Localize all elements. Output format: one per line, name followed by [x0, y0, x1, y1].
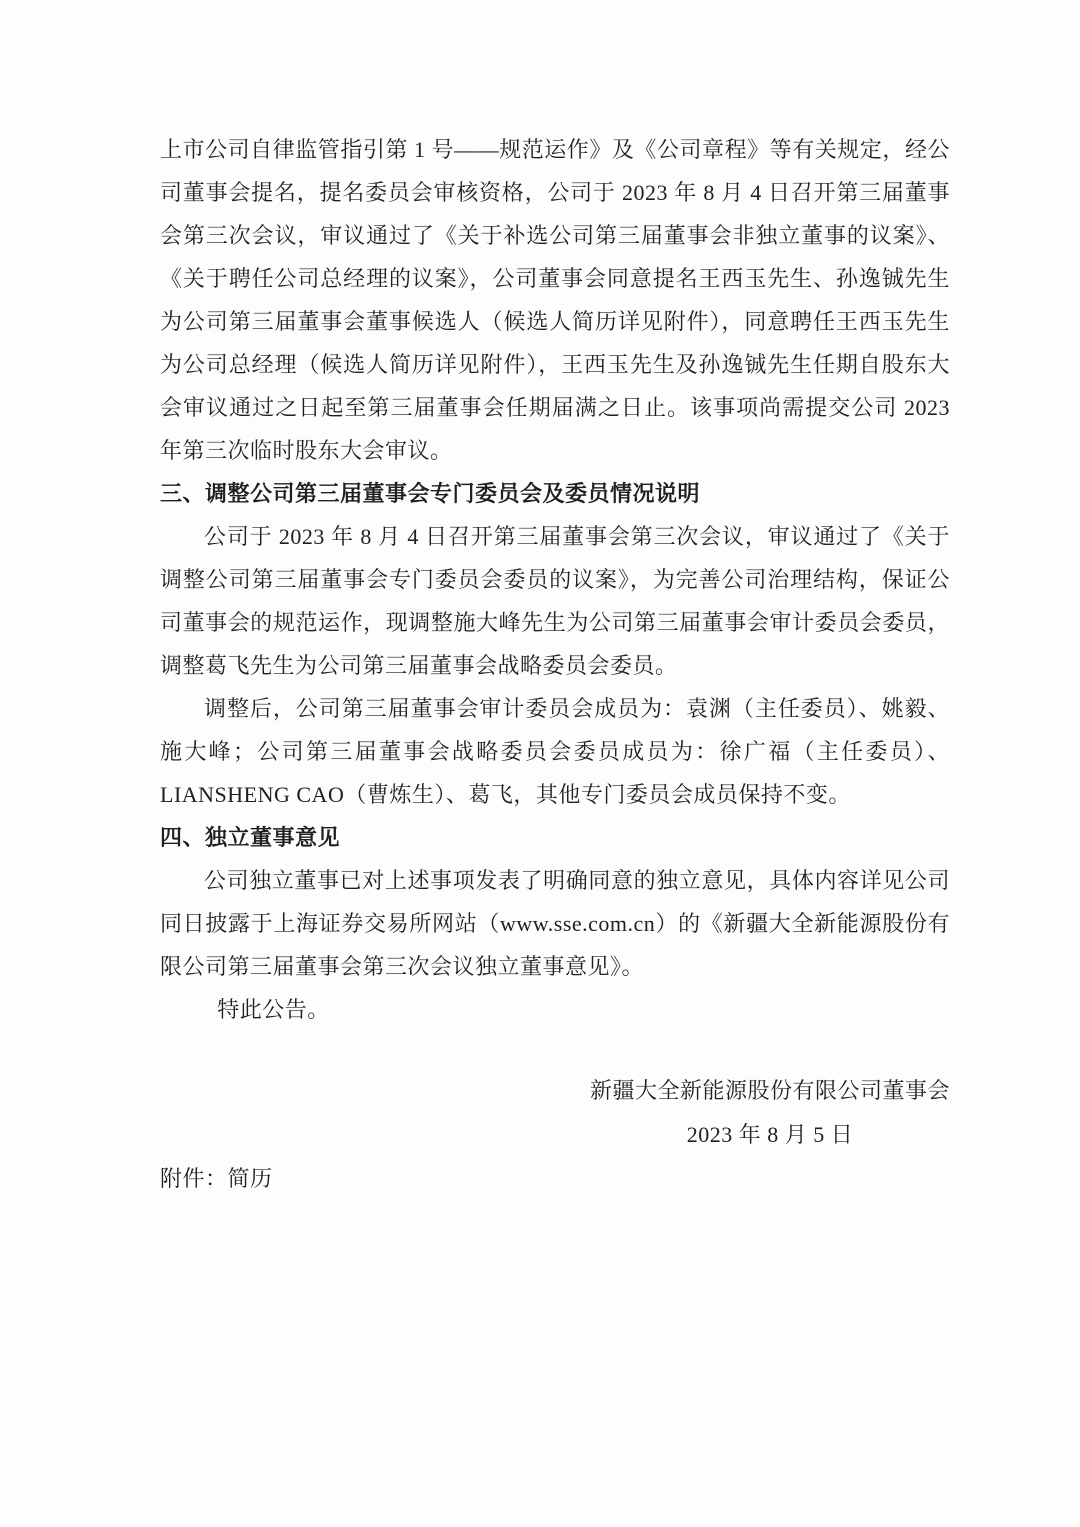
signature-date: 2023 年 8 月 5 日	[686, 1122, 854, 1147]
paragraph-committee-adjustment-1: 公司于 2023 年 8 月 4 日召开第三届董事会第三次会议，审议通过了《关于调整公司第三届董事会专门委员会委员的议案》，为完善公司治理结构，保证公司董事会的规范运作，现调整施大峰先生为公司第三届董事会审计委员会委员，调整葛飞先生为公司第三届董事会战略委员会委员。	[160, 524, 950, 678]
signer-name: 新疆大全新能源股份有限公司董事会	[589, 1078, 950, 1103]
section-heading-independent-directors-opinion: 四、独立董事意见	[160, 825, 341, 850]
attachment-note: 附件：简历	[160, 1166, 273, 1191]
paragraph-committee-adjustment-2: 调整后，公司第三届董事会审计委员会成员为：袁渊（主任委员）、姚毅、施大峰；公司第三届董事会战略委员会委员成员为：徐广福（主任委员）、LIANSHENG CAO（曹炼生）、葛飞，其他专门委员会成员保持不变。	[160, 696, 950, 807]
signature-block	[590, 1069, 950, 1157]
paragraph-continuation: 上市公司自律监管指引第 1 号——规范运作》及《公司章程》等有关规定，经公司董事会提名，提名委员会审核资格，公司于 2023 年 8 月 4 日召开第三届董事会第三次会议，审议通过了《关于补选公司第三届董事会非独立董事的议案》、《关于聘任公司总经理的议案》，公司董事会同意提名王西玉先生、孙逸铖先生为公司第三届董事会董事候选人（候选人简历详见附件），同意聘任王西玉先生为公司总经理（候选人简历详见附件），王西玉先生及孙逸铖先生任期自股东大会审议通过之日起至第三届董事会任期届满之日止。该事项尚需提交公司 2023 年第三次临时股东大会审议。	[160, 137, 950, 463]
paragraph-independent-directors-opinion: 公司独立董事已对上述事项发表了明确同意的独立意见，具体内容详见公司同日披露于上海证券交易所网站（www.sse.com.cn）的《新疆大全新能源股份有限公司第三届董事会第三次会议独立董事意见》。	[160, 868, 950, 979]
section-heading-committee-adjustment: 三、调整公司第三届董事会专门委员会及委员情况说明	[160, 481, 701, 506]
closing-statement: 特此公告。	[217, 997, 330, 1022]
